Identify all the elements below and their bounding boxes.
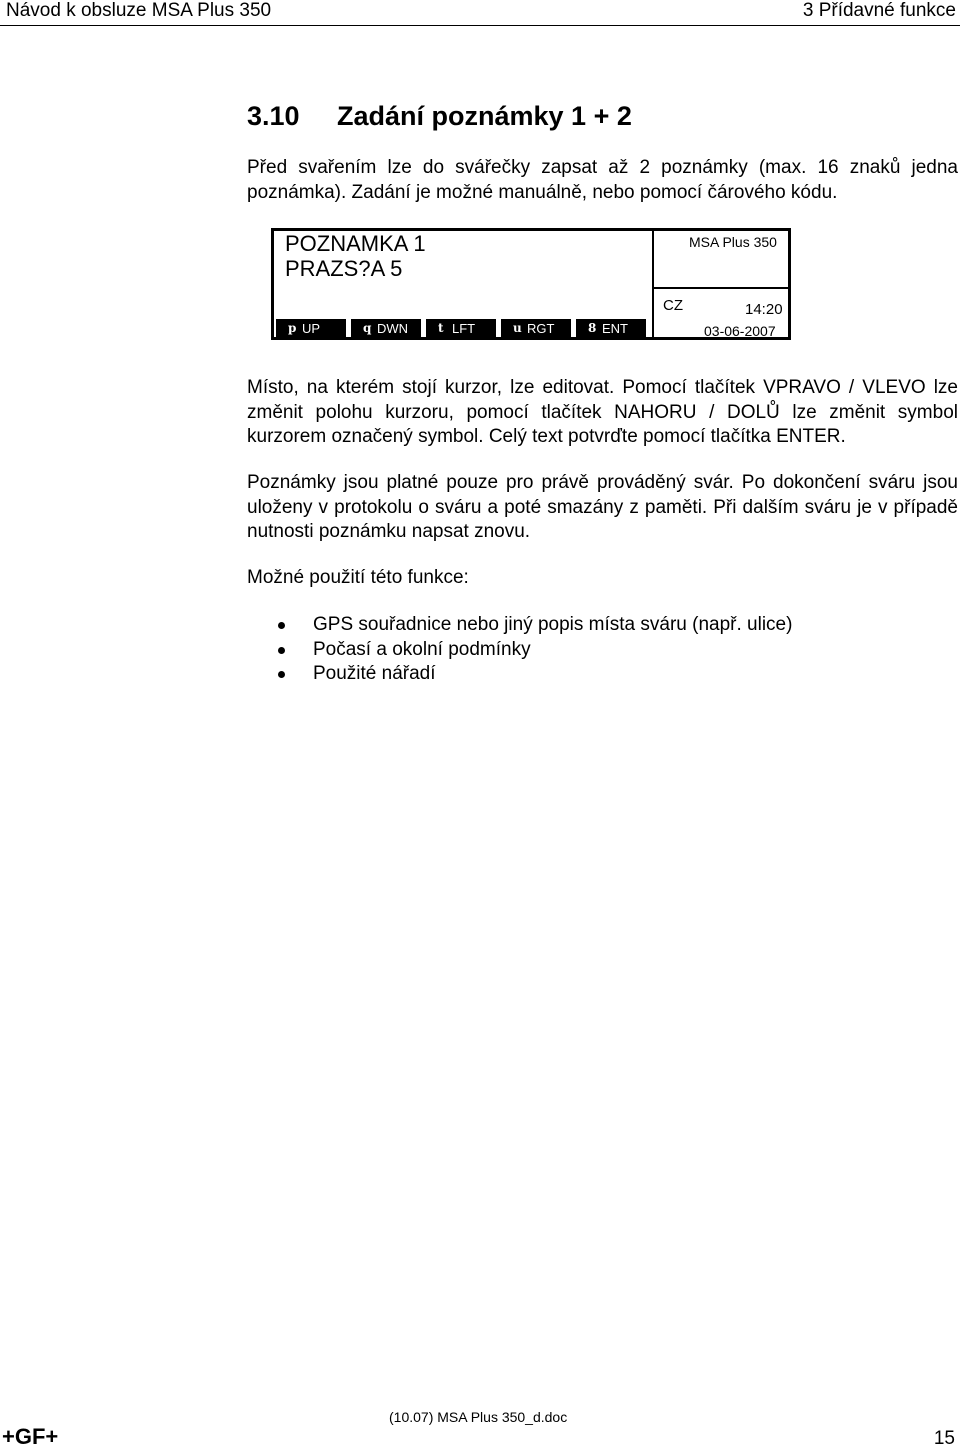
display-model: MSA Plus 350 [689, 234, 777, 250]
gf-logo: +GF+ [2, 1424, 59, 1449]
bullet-icon [278, 647, 285, 654]
page-header-left: Návod k obsluze MSA Plus 350 [6, 0, 272, 21]
display-note-line-1: POZNAMKA 1 [285, 231, 426, 256]
softkey-left[interactable] [426, 319, 496, 340]
footer-document-info: (10.07) MSA Plus 350_d.doc [389, 1409, 568, 1425]
arrow-up-icon: p [288, 321, 297, 335]
notes-validity-paragraph: Poznámky jsou platné pouze pro právě prováděný svár. Po dokončení sváru jsou uloženy v protokolu o sváru a poté smazány z paměti. Při dalším sváru je v případě nutnosti poznámku napsat znovu. [247, 472, 958, 542]
display-divider-vertical [652, 231, 654, 340]
softkey-right[interactable] [501, 319, 571, 340]
display-note-line-2: PRAZS?A 5 [285, 256, 403, 281]
softkey-label: RGT [527, 321, 555, 336]
section-number: 3.10 [247, 101, 300, 131]
softkey-label: UP [302, 321, 321, 336]
cursor-paragraph: Místo, na kterém stojí kurzor, lze editovat. Pomocí tlačítek VPRAVO / VLEVO lze změnit polohu kurzoru, pomocí tlačítek NAHORU / DOLŮ lze změnit symbol kurzorem označený symbol. Celý text potvrďte pomocí tlačítka ENTER. [247, 377, 958, 447]
enter-icon: 8 [588, 321, 597, 335]
bullet-icon [278, 671, 285, 678]
header-rule [0, 25, 960, 26]
intro-paragraph: Před svařením lze do svářečky zapsat až 2 poznámky (max. 16 znaků jedna poznámka). Zadání je možné manuálně, nebo pomocí čárového kódu. [247, 157, 958, 203]
usage-intro: Možné použití této funkce: [247, 567, 469, 588]
softkey-label: DWN [377, 321, 409, 336]
bullet-icon [278, 622, 285, 629]
display-language: CZ [663, 297, 683, 314]
page-number: 15 [933, 1428, 955, 1449]
page-header-right: 3 Přídavné funkce [802, 0, 956, 21]
arrow-left-icon: t [438, 321, 444, 335]
device-display [271, 228, 791, 340]
softkey-label: LFT [452, 321, 476, 336]
list-item-text: Počasí a okolní podmínky [313, 638, 531, 660]
list-item-text: Použité nářadí [313, 663, 436, 684]
softkey-enter[interactable] [576, 319, 646, 340]
softkey-up[interactable] [276, 319, 346, 340]
arrow-down-icon: q [363, 321, 372, 335]
display-time: 14:20 [745, 301, 783, 318]
display-divider-horizontal [652, 287, 791, 289]
display-date: 03-06-2007 [704, 323, 776, 339]
section-title-text: Zadání poznámky 1 + 2 [337, 101, 632, 131]
section-title [247, 101, 632, 132]
softkey-down[interactable] [351, 319, 421, 340]
list-item-text: GPS souřadnice nebo jiný popis místa sváru (např. ulice) [313, 614, 793, 635]
arrow-right-icon: u [513, 321, 522, 335]
softkey-label: ENT [602, 321, 628, 336]
